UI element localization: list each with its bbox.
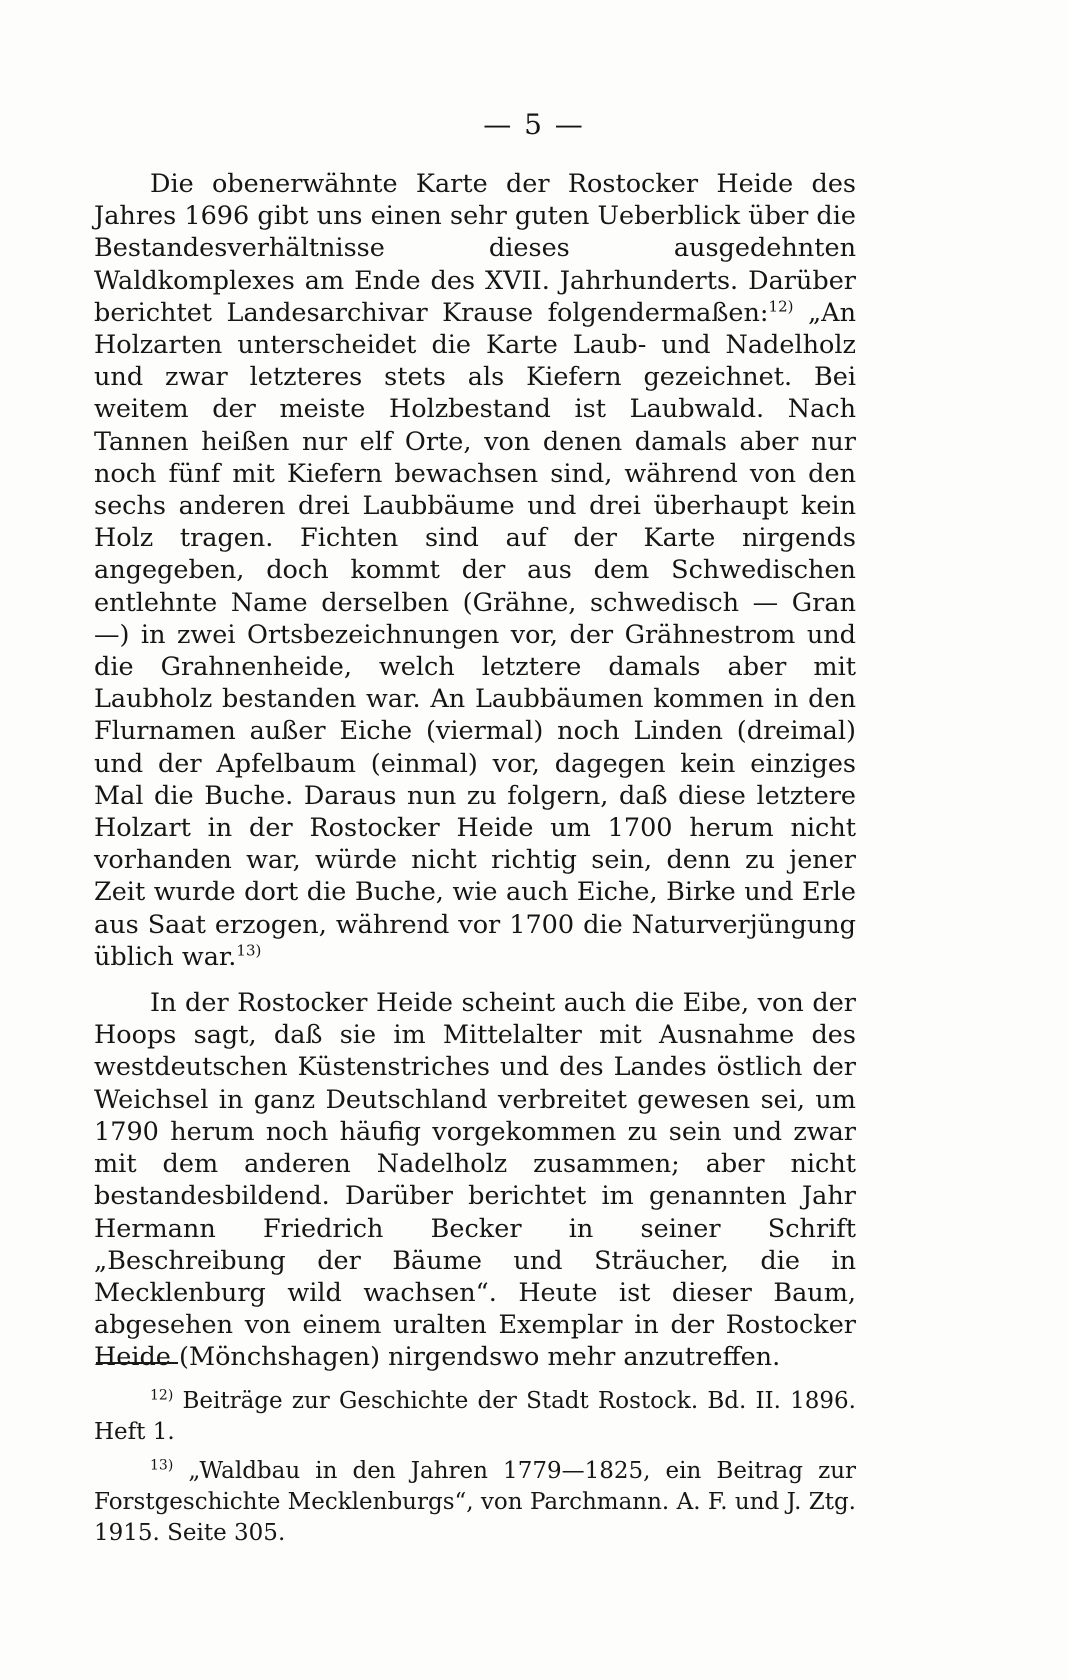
paragraph-1-text: Die obenerwähnte Karte der Rostocker Heide des Jahres 1696 gibt uns einen sehr guten Ueberblick über die Bestandesverhältnisse dieses ausgedehnten Waldkomplexes am Ende des XVII. Jahrhunderts. Darüber berichtet Landesarchivar Krause folgendermaßen: (94, 169, 856, 328)
footnote-12-marker: 12) (150, 1387, 174, 1404)
paragraph-1 (94, 168, 856, 973)
paragraph-2 (94, 987, 856, 1373)
footnote-reference-13: 13) (236, 941, 262, 960)
footnote-12-text: Beiträge zur Geschichte der Stadt Rostock. Bd. II. 1896. Heft 1. (94, 1388, 856, 1445)
page-number: — 5 — (483, 108, 585, 141)
footnote-13-text: „Waldbau in den Jahren 1779—1825, ein Beitrag zur Forstgeschichte Mecklenburgs“, von Parchmann. A. F. und J. Ztg. 1915. Seite 305. (94, 1458, 856, 1546)
footnote-divider (96, 1362, 178, 1364)
paragraph-1-quote: „An Holzarten unterscheidet die Karte Laub- und Nadelholz und zwar letzteres stets als Kiefern gezeichnet. Bei weitem der meiste Holzbestand ist Laubwald. Nach Tannen heißen nur elf Orte, von denen damals aber nur noch fünf mit Kiefern bewachsen sind, während von den sechs anderen drei Laubbäume und drei überhaupt kein Holz tragen. Fichten sind auf der Karte nirgends angegeben, doch kommt der aus dem Schwedischen entlehnte Name derselben (Grähne, schwedisch — Gran —) in zwei Ortsbezeichnungen vor, der Grähnestrom und die Grahnenheide, welch letztere damals aber mit Laubholz bestanden war. An Laubbäumen kommen in den Flurnamen außer Eiche (viermal) noch Linden (dreimal) und der Apfelbaum (einmal) vor, dagegen kein einziges Mal die Buche. Daraus nun zu folgern, daß diese letztere Holzart in der Rostocker Heide um 1700 herum nicht vorhanden war, würde nicht richtig sein, denn zu jener Zeit wurde dort die Buche, wie auch Eiche, Birke und Erle aus Saat erzogen, während vor 1700 die Naturverjüngung üblich war. (94, 297, 857, 972)
footnote-12 (94, 1386, 856, 1448)
body-text (94, 168, 856, 1374)
footnote-reference-12: 12) (768, 297, 794, 316)
footnote-13-marker: 13) (150, 1457, 174, 1474)
footnote-13 (94, 1456, 856, 1549)
footnotes (94, 1386, 856, 1549)
paragraph-2-text: In der Rostocker Heide scheint auch die Eibe, von der Hoops sagt, daß sie im Mittelalter mit Ausnahme des westdeutschen Küstenstriches und des Landes östlich der Weichsel in ganz Deutschland verbreitet gewesen sei, um 1790 herum noch häufig vorgekommen zu sein und zwar mit dem anderen Nadelholz zusammen; aber nicht bestandesbildend. Darüber berichtet im genannten Jahr Hermann Friedrich Becker in seiner Schrift „Beschreibung der Bäume und Sträucher, die in Mecklenburg wild wachsen“. Heute ist dieser Baum, abgesehen von einem uralten Exemplar in der Rostocker Heide (Mönchshagen) nirgendswo mehr anzutreffen. (94, 988, 856, 1373)
